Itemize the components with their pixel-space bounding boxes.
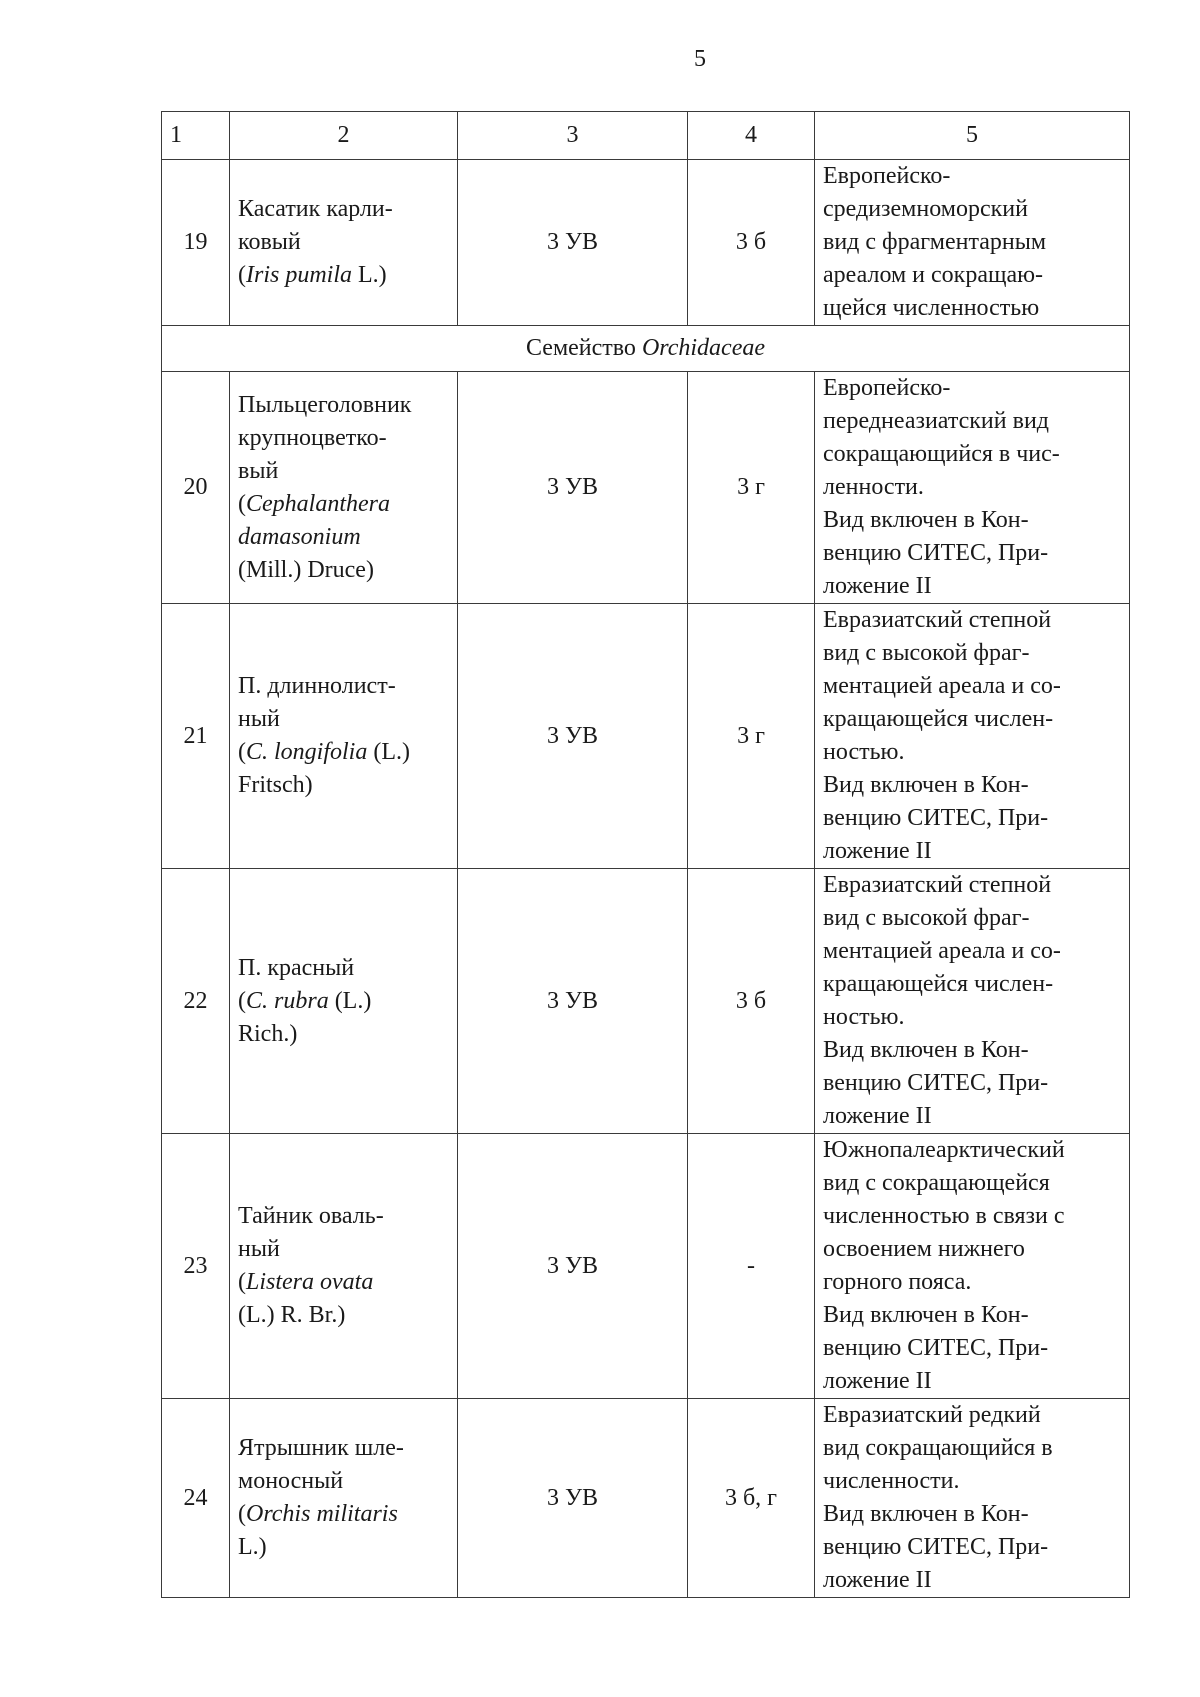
header-col-1: 1 — [162, 112, 230, 160]
family-cell — [162, 326, 1130, 372]
row-number: 22 — [183, 987, 208, 1014]
category-value: 3 б — [735, 987, 767, 1014]
species-name-line — [238, 1299, 449, 1332]
species-name-line — [238, 1432, 449, 1465]
note-cell — [815, 372, 1130, 604]
note-line: ареалом и сокращаю- — [823, 262, 1044, 288]
header-col-5: 5 — [815, 112, 1130, 160]
table-row — [162, 160, 1130, 326]
note-line: сокращающийся в чис- — [823, 441, 1060, 467]
latin-name: Orchis militaris — [246, 1501, 398, 1527]
name-text: (Mill.) Druce) — [238, 556, 374, 583]
species-name-cell — [230, 372, 458, 604]
name-text: П. длиннолист- — [238, 673, 396, 699]
category-value: 3 г — [737, 722, 765, 749]
row-number: 23 — [183, 1252, 208, 1279]
note-line: ментацией ареала и со- — [823, 673, 1061, 699]
name-text: крупноцветко- — [238, 424, 387, 451]
species-name-line — [238, 1266, 449, 1299]
species-name-line — [238, 389, 449, 422]
note-line: ностью. — [823, 1004, 905, 1030]
name-text: ( — [238, 739, 246, 765]
note-line: Вид включен в Кон- — [823, 772, 1029, 798]
name-text: Касатик карли- — [238, 196, 393, 222]
header-col-4: 4 — [688, 112, 815, 160]
name-text: Rich.) — [238, 1020, 298, 1047]
species-name-cell — [230, 604, 458, 869]
note-line: венцию СИТЕС, При- — [823, 1534, 1049, 1560]
category-value: 3 б, г — [724, 1484, 778, 1511]
species-name-line — [238, 1498, 449, 1531]
note-line: Южнопалеарктический — [823, 1137, 1065, 1163]
name-text: П. красный — [238, 954, 355, 981]
row-number: 21 — [183, 722, 208, 749]
latin-name: Cephalanthera — [246, 490, 390, 517]
category-value: 3 б — [735, 229, 767, 255]
latin-name: Iris pumila — [246, 262, 353, 288]
row-number: 19 — [183, 229, 208, 255]
note-line: вид с сокращающейся — [823, 1170, 1050, 1196]
header-col-3: 3 — [458, 112, 688, 160]
species-name-cell — [230, 160, 458, 326]
row-number-cell — [162, 604, 230, 869]
name-text: (L.) — [328, 987, 372, 1014]
note-line: щейся численностью — [823, 295, 1040, 321]
name-text: ( — [238, 987, 246, 1014]
note-line: ложение II — [823, 1368, 932, 1394]
note-line: вид сокращающийся в — [823, 1435, 1053, 1461]
species-name-cell — [230, 1399, 458, 1598]
category-cell — [688, 372, 815, 604]
family-row — [162, 326, 1130, 372]
species-name-line — [238, 670, 449, 703]
species-name-line — [238, 985, 449, 1018]
note-line: Евразиатский степной — [823, 872, 1052, 898]
status-cell — [458, 604, 688, 869]
name-text: L.) — [238, 1534, 267, 1560]
note-line: Вид включен в Кон- — [823, 1302, 1029, 1328]
note-line: численности. — [823, 1468, 960, 1494]
note-cell — [815, 604, 1130, 869]
note-cell — [815, 160, 1130, 326]
name-text: ( — [238, 1501, 246, 1527]
name-text: вый — [238, 457, 279, 484]
name-text: моносный — [238, 1468, 344, 1494]
species-name-line — [238, 422, 449, 455]
status-value: 3 УВ — [547, 1484, 598, 1511]
note-line: горного пояса. — [823, 1269, 972, 1295]
species-name-line — [238, 1465, 449, 1498]
note-cell — [815, 1134, 1130, 1399]
note-line: ментацией ареала и со- — [823, 938, 1061, 964]
name-text: (L.) — [367, 739, 411, 765]
name-text: Ятрышник шле- — [238, 1435, 404, 1461]
note-line: ложение II — [823, 838, 932, 864]
species-table — [161, 111, 1130, 1598]
status-value: 3 УВ — [547, 987, 598, 1014]
species-name-line — [238, 521, 449, 554]
name-text: ( — [238, 1269, 246, 1295]
name-text: Пыльцеголовник — [238, 391, 412, 418]
table-row — [162, 604, 1130, 869]
note-line: Евразиатский редкий — [823, 1402, 1041, 1428]
table-body — [162, 112, 1130, 1598]
name-text: L.) — [352, 262, 387, 288]
family-prefix: Семейство — [525, 335, 636, 361]
species-name-line — [238, 1018, 449, 1051]
name-text: ный — [238, 1236, 280, 1262]
note-line: венцию СИТЕС, При- — [823, 805, 1049, 831]
note-line: Вид включен в Кон- — [823, 1501, 1029, 1527]
status-cell — [458, 869, 688, 1134]
table-row — [162, 869, 1130, 1134]
note-line: ложение II — [823, 573, 932, 599]
category-value: - — [747, 1252, 755, 1279]
species-name-line — [238, 455, 449, 488]
header-row — [162, 112, 1130, 160]
status-cell — [458, 160, 688, 326]
status-cell — [458, 1399, 688, 1598]
note-line: Вид включен в Кон- — [823, 1037, 1029, 1063]
name-text: ( — [238, 490, 246, 517]
species-name-cell — [230, 869, 458, 1134]
latin-name: C. longifolia — [246, 739, 368, 765]
status-cell — [458, 1134, 688, 1399]
latin-name: damasonium — [238, 523, 361, 550]
note-line: ложение II — [823, 1103, 932, 1129]
species-name-line — [238, 259, 449, 292]
species-name-line — [238, 1200, 449, 1233]
species-name-line — [238, 226, 449, 259]
name-text: ( — [238, 262, 246, 288]
name-text: ный — [238, 706, 280, 732]
species-name-line — [238, 952, 449, 985]
species-name-line — [238, 703, 449, 736]
note-line: Европейско- — [823, 163, 951, 189]
row-number-cell — [162, 1134, 230, 1399]
note-line: Европейско- — [823, 375, 951, 401]
note-line: кращающейся числен- — [823, 706, 1054, 732]
note-line: вид с высокой фраг- — [823, 640, 1030, 666]
table-row — [162, 1399, 1130, 1598]
note-line: ложение II — [823, 1567, 932, 1593]
status-value: 3 УВ — [547, 1252, 598, 1279]
row-number-cell — [162, 160, 230, 326]
status-cell — [458, 372, 688, 604]
note-line: ностью. — [823, 739, 905, 765]
status-value: 3 УВ — [547, 722, 598, 749]
name-text: (L.) R. Br.) — [238, 1302, 346, 1328]
note-line: вид с фрагментарным — [823, 229, 1047, 255]
row-number: 24 — [183, 1484, 208, 1511]
category-cell — [688, 1134, 815, 1399]
species-name-cell — [230, 1134, 458, 1399]
note-line: венцию СИТЕС, При- — [823, 1335, 1049, 1361]
note-line: Вид включен в Кон- — [823, 507, 1029, 533]
status-value: 3 УВ — [547, 229, 598, 255]
note-line: освоением нижнего — [823, 1236, 1025, 1262]
category-cell — [688, 1399, 815, 1598]
species-name-line — [238, 1233, 449, 1266]
note-line: средиземноморский — [823, 196, 1028, 222]
table-row — [162, 372, 1130, 604]
note-line: вид с высокой фраг- — [823, 905, 1030, 931]
species-name-line — [238, 193, 449, 226]
family-name: Orchidaceae — [641, 335, 765, 361]
header-col-2: 2 — [230, 112, 458, 160]
row-number: 20 — [183, 474, 208, 500]
species-name-line — [238, 554, 449, 587]
note-cell — [815, 1399, 1130, 1598]
row-number-cell — [162, 1399, 230, 1598]
table-row — [162, 1134, 1130, 1399]
page-number: 5 — [694, 46, 706, 72]
row-number-cell — [162, 869, 230, 1134]
note-line: кращающейся числен- — [823, 971, 1054, 997]
species-name-line — [238, 736, 449, 769]
row-number-cell — [162, 372, 230, 604]
category-cell — [688, 160, 815, 326]
status-value: 3 УВ — [547, 474, 598, 500]
name-text: ковый — [238, 229, 301, 255]
note-line: переднеазиатский вид — [823, 408, 1050, 434]
category-value: 3 г — [737, 474, 765, 500]
species-name-line — [238, 769, 449, 802]
note-line: ленности. — [823, 474, 924, 500]
note-line: Евразиатский степной — [823, 607, 1052, 633]
name-text: Fritsch) — [238, 772, 313, 798]
latin-name: Listera ovata — [246, 1269, 374, 1295]
note-line: венцию СИТЕС, При- — [823, 1070, 1049, 1096]
species-name-line — [238, 488, 449, 521]
note-cell — [815, 869, 1130, 1134]
latin-name: C. rubra — [246, 987, 329, 1014]
note-line: численностью в связи с — [823, 1203, 1065, 1229]
species-name-line — [238, 1531, 449, 1564]
category-cell — [688, 869, 815, 1134]
name-text: Тайник оваль- — [238, 1203, 384, 1229]
category-cell — [688, 604, 815, 869]
note-line: венцию СИТЕС, При- — [823, 540, 1049, 566]
